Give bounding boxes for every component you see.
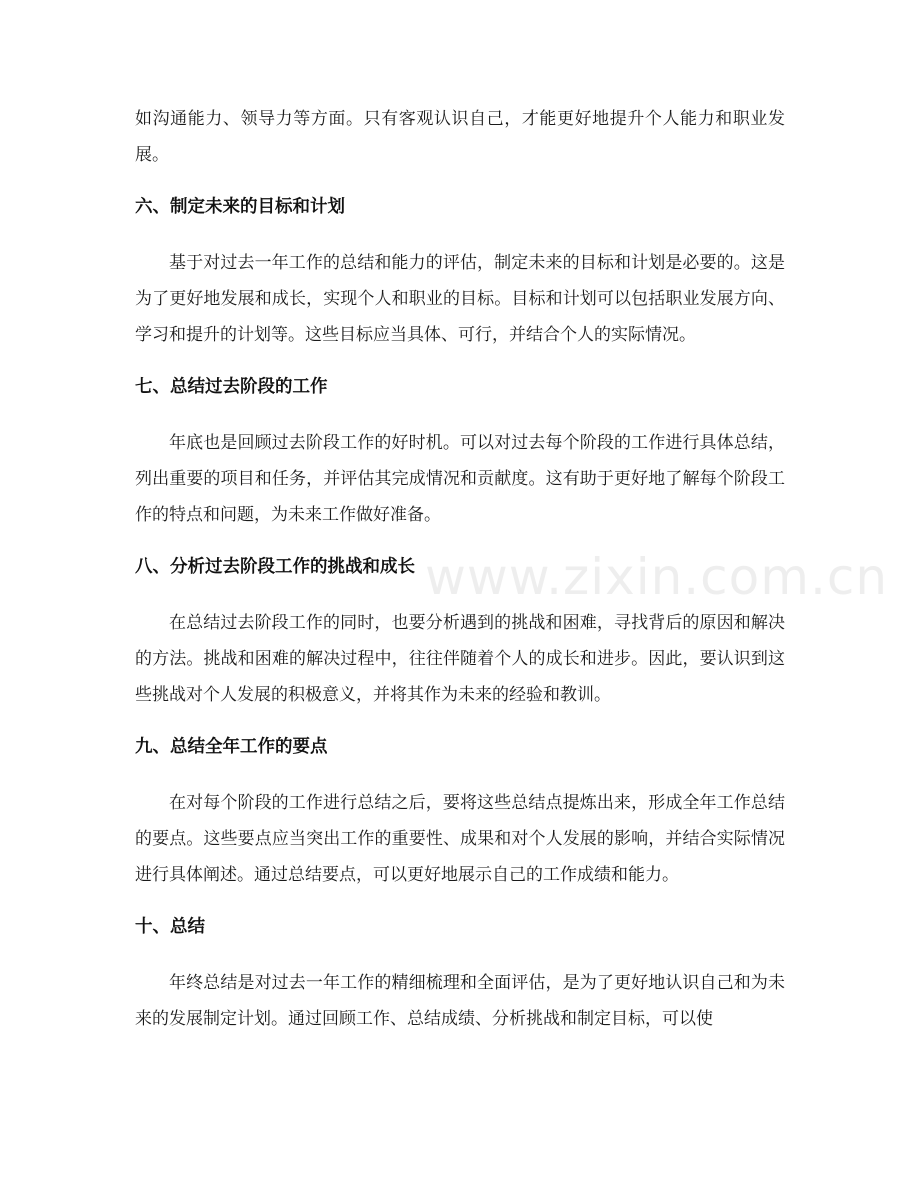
section-body-10: 年终总结是对过去一年工作的精细梳理和全面评估，是为了更好地认识自己和为未来的发展制定计划。通过回顾工作、总结成绩、分析挑战和制定目标，可以使 [135, 973, 785, 1029]
section-body-8: 在总结过去阶段工作的同时，也要分析遇到的挑战和困难，寻找背后的原因和解决的方法。挑战和困难的解决过程中，往往伴随着个人的成长和进步。因此，要认识到这些挑战对个人发展的积极意义，并将其作为未来的经验和教训。 [135, 613, 785, 705]
watermark: www.zixin.com.cn [425, 548, 889, 606]
section-heading-10: 十、总结 [135, 917, 205, 937]
section-heading-7: 七、总结过去阶段的工作 [135, 377, 328, 397]
section-body-6: 基于对过去一年工作的总结和能力的评估，制定未来的目标和计划是必要的。这是为了更好地发展和成长，实现个人和职业的目标。目标和计划可以包括职业发展方向、学习和提升的计划等。这些目标应当具体、可行，并结合个人的实际情况。 [135, 253, 785, 345]
section-heading-8: 八、分析过去阶段工作的挑战和成长 [135, 557, 415, 577]
section-body-7: 年底也是回顾过去阶段工作的好时机。可以对过去每个阶段的工作进行具体总结，列出重要的项目和任务，并评估其完成情况和贡献度。这有助于更好地了解每个阶段工作的特点和问题，为未来工作做好准备。 [135, 433, 785, 525]
document-content [135, 101, 785, 1037]
section-heading-6: 六、制定未来的目标和计划 [135, 197, 345, 217]
section-heading-9: 九、总结全年工作的要点 [135, 737, 328, 757]
intro-paragraph: 如沟通能力、领导力等方面。只有客观认识自己，才能更好地提升个人能力和职业发展。 [135, 109, 785, 165]
section-body-9: 在对每个阶段的工作进行总结之后，要将这些总结点提炼出来，形成全年工作总结的要点。这些要点应当突出工作的重要性、成果和对个人发展的影响，并结合实际情况进行具体阐述。通过总结要点，可以更好地展示自己的工作成绩和能力。 [135, 793, 785, 885]
